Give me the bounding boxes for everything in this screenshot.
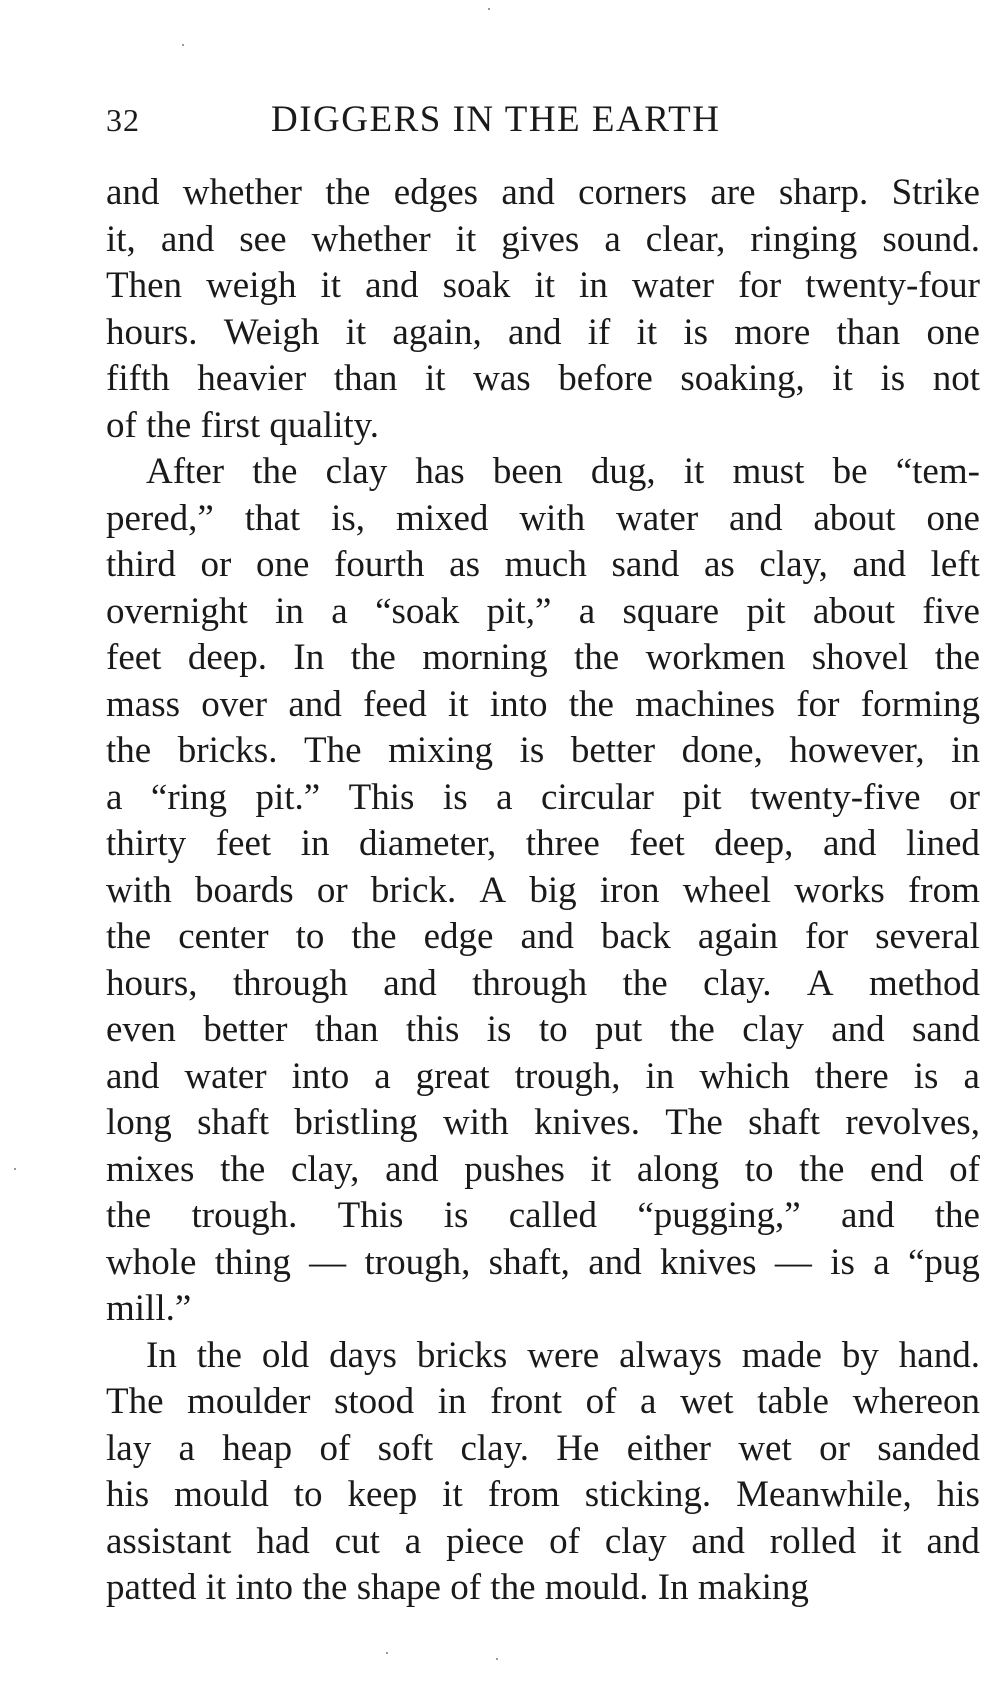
- text-line: mill.”: [106, 1288, 192, 1329]
- text-line: After the clay has been dug, it must be “tem-: [146, 451, 980, 492]
- text-line: hours, through and through the clay. A method: [106, 962, 980, 1004]
- text-line: long shaft bristling with knives. The shaft revolves,: [106, 1102, 980, 1143]
- text-line: thirty feet in diameter, three feet deep, and lined: [106, 823, 980, 864]
- scan-speck: [182, 44, 184, 46]
- text-line: the trough. This is called “pugging,” and the: [106, 1195, 980, 1236]
- text-line: overnight in a “soak pit,” a square pit about five: [106, 590, 980, 632]
- text-line: and water into a great trough, in which there is a: [106, 1055, 980, 1097]
- text-line: even better than this is to put the clay and sand: [106, 1009, 980, 1050]
- paragraph: [106, 449, 980, 1333]
- text-line: The moulder stood in front of a wet table whereon: [106, 1381, 980, 1422]
- body-text: [106, 170, 980, 1612]
- text-line: the bricks. The mixing is better done, however, in: [106, 730, 980, 771]
- text-line: the center to the edge and back again for several: [106, 916, 980, 957]
- text-line: of the first quality.: [106, 404, 379, 446]
- text-line: mass over and feed it into the machines for forming: [106, 683, 980, 725]
- text-line: pered,” that is, mixed with water and about one: [106, 497, 980, 539]
- page-number: 32: [106, 102, 140, 138]
- text-line: fifth heavier than it was before soaking, it is not: [106, 358, 980, 399]
- text-line: lay a heap of soft clay. He either wet or sanded: [106, 1427, 980, 1469]
- scan-speck: [496, 1658, 498, 1660]
- book-title: DIGGERS IN THE EARTH: [271, 99, 721, 140]
- text-line: a “ring pit.” This is a circular pit twenty-five or: [106, 776, 980, 818]
- text-line: In the old days bricks were always made by hand.: [146, 1334, 980, 1376]
- scan-speck: [14, 1168, 16, 1170]
- text-line: third or one fourth as much sand as clay, and left: [106, 544, 980, 585]
- text-line: with boards or brick. A big iron wheel works from: [106, 869, 980, 911]
- text-line: feet deep. In the morning the workmen shovel the: [106, 637, 980, 678]
- text-line: hours. Weigh it again, and if it is more than one: [106, 311, 980, 353]
- paragraph: [106, 1333, 980, 1612]
- text-line: whole thing — trough, shaft, and knives — is a “pug: [106, 1241, 980, 1283]
- text-line: patted it into the shape of the mould. In making: [106, 1567, 809, 1608]
- paragraph: [106, 170, 980, 449]
- text-line: assistant had cut a piece of clay and rolled it and: [106, 1520, 980, 1562]
- scan-speck: [386, 1652, 388, 1654]
- text-line: Then weigh it and soak it in water for twenty-four: [106, 265, 980, 306]
- text-line: his mould to keep it from sticking. Meanwhile, his: [106, 1474, 980, 1515]
- scan-speck: [488, 8, 490, 10]
- running-head: [106, 98, 980, 142]
- text-line: and whether the edges and corners are sharp. Strike: [106, 172, 980, 213]
- text-line: it, and see whether it gives a clear, ringing sound.: [106, 218, 980, 260]
- text-line: mixes the clay, and pushes it along to the end of: [106, 1148, 980, 1190]
